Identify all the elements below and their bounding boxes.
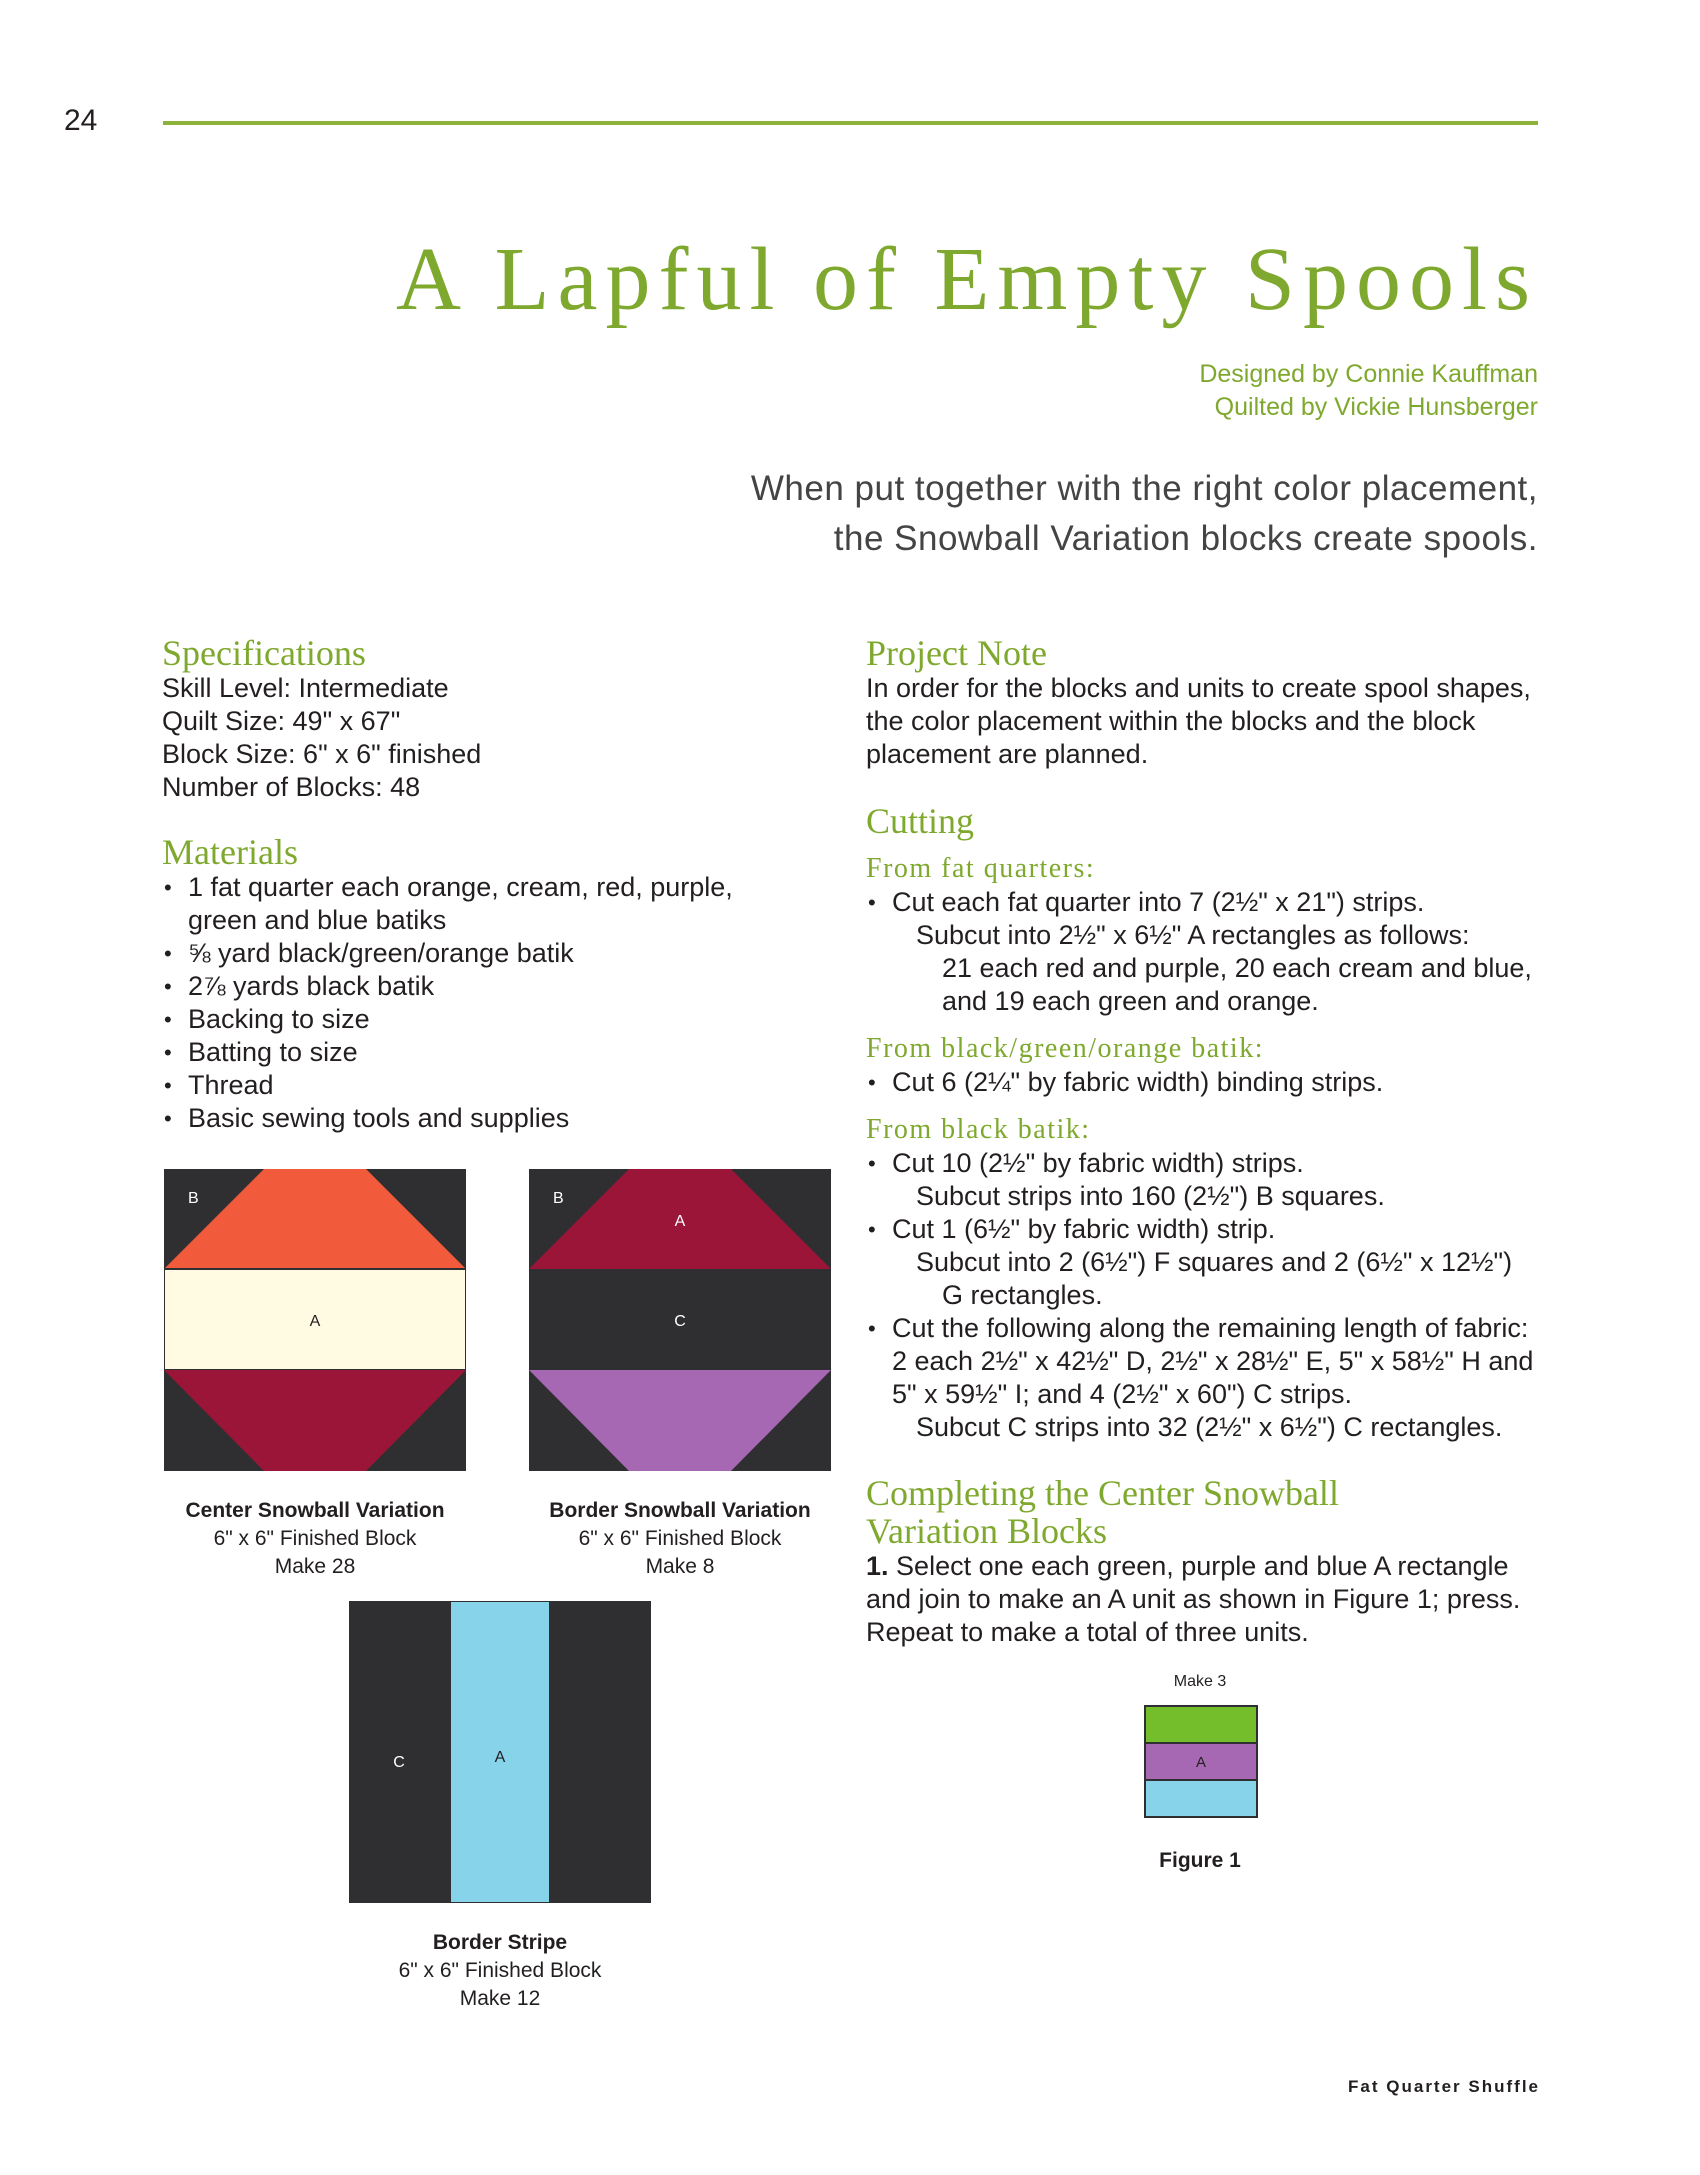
list-item: • Cut the following along the remaining length of fabric: 2 each 2½" x 42½" D, 2½" x 28½" E, 5" x 58½" H and 5" x 59½" I; and 4 (2½" x 60") C strips. (866, 1312, 1546, 1411)
binding-list (866, 1066, 1546, 1099)
border-stripe-diagram (349, 1601, 651, 1903)
specifications-heading: Specifications (162, 633, 366, 673)
piece-label: B (188, 1190, 199, 1207)
project-note-text: In order for the blocks and units to create spool shapes, the color placement within the blocks and the block placement are planned. (866, 673, 1531, 769)
spec-line: Block Size: 6" x 6" finished (162, 739, 482, 769)
block-size: 6" x 6" Finished Block (213, 1527, 417, 1550)
intro-line: the Snowball Variation blocks create spools. (833, 519, 1538, 558)
figure-1-caption: Figure 1 (1159, 1849, 1241, 1872)
list-item: • 2⅞ yards black batik (162, 970, 802, 1003)
spec-line: Quilt Size: 49" x 67" (162, 706, 401, 736)
block-name: Border Snowball Variation (549, 1499, 811, 1522)
cutting-heading: Cutting (866, 801, 975, 841)
list-item: • 1 fat quarter each orange, cream, red, purple, green and blue batiks (162, 871, 802, 937)
figure-1-make: Make 3 (1173, 1673, 1227, 1690)
specifications-section (162, 634, 802, 804)
list-item: • Cut 1 (6½" by fabric width) strip. (866, 1213, 1546, 1246)
black-batik-list (866, 1147, 1546, 1180)
block-size: 6" x 6" Finished Block (578, 1527, 782, 1550)
piece-label: A (494, 1749, 506, 1766)
quilter-credit: Quilted by Vickie Hunsberger (1214, 393, 1538, 421)
black-batik-list (866, 1213, 1546, 1246)
spec-line: Number of Blocks: 48 (162, 772, 421, 802)
footer-title: Fat Quarter Shuffle (1348, 2077, 1540, 2096)
list-item: • Backing to size (162, 1003, 802, 1036)
center-snowball-caption (134, 1497, 496, 1581)
step-number: 1. (866, 1551, 889, 1581)
project-note-heading: Project Note (866, 633, 1047, 673)
block-size: 6" x 6" Finished Block (398, 1959, 602, 1982)
list-item: • Cut each fat quarter into 7 (2½" x 21") strips. (866, 886, 1546, 919)
materials-heading: Materials (162, 832, 298, 872)
subcut-line: Subcut C strips into 32 (2½" x 6½") C rectangles. (916, 1412, 1503, 1442)
binding-batik-heading: From black/green/orange batik: (866, 1033, 1264, 1064)
piece-label: B (553, 1190, 564, 1207)
border-stripe-caption (319, 1929, 681, 2013)
materials-section (162, 833, 802, 1135)
subcut-line: 21 each red and purple, 20 each cream and blue, and 19 each green and orange. (942, 953, 1532, 1016)
page-number: 24 (64, 104, 98, 137)
black-batik-heading: From black batik: (866, 1114, 1091, 1145)
spec-line: Skill Level: Intermediate (162, 673, 449, 703)
subcut-line: G rectangles. (942, 1280, 1103, 1310)
list-item: • Cut 6 (2¼" by fabric width) binding strips. (866, 1066, 1546, 1099)
center-snowball-diagram (164, 1169, 466, 1471)
list-item: • Cut 10 (2½" by fabric width) strips. (866, 1147, 1546, 1180)
figure-1-diagram (1144, 1705, 1258, 1818)
credits (1199, 358, 1538, 424)
piece-label: A (1195, 1754, 1207, 1771)
list-item: • Thread (162, 1069, 802, 1102)
piece-label: A (309, 1313, 321, 1330)
block-name: Center Snowball Variation (185, 1499, 445, 1522)
page-title: A Lapful of Empty Spools (396, 230, 1538, 329)
black-batik-list (866, 1312, 1546, 1411)
fat-quarters-list (866, 886, 1546, 919)
piece-label: C (674, 1313, 686, 1330)
green-a-rectangle (1145, 1706, 1257, 1743)
border-snowball-diagram (529, 1169, 831, 1471)
fat-quarters-heading: From fat quarters: (866, 853, 1096, 884)
block-make: Make 12 (459, 1987, 541, 2010)
header-rule (163, 121, 1538, 125)
step-1 (866, 1550, 1546, 1649)
right-column (866, 634, 1546, 1649)
subcut-line: Subcut strips into 160 (2½") B squares. (916, 1181, 1385, 1211)
block-name: Border Stripe (432, 1931, 568, 1954)
piece-label: C (393, 1754, 405, 1771)
border-snowball-caption (499, 1497, 861, 1581)
list-item: • ⅝ yard black/green/orange batik (162, 937, 802, 970)
list-item: • Batting to size (162, 1036, 802, 1069)
piece-label: A (674, 1213, 686, 1230)
step-text: Select one each green, purple and blue A rectangle and join to make an A unit as shown in Figure 1; press. Repeat to make a total of three units. (866, 1551, 1521, 1647)
materials-list (162, 871, 802, 1135)
block-make: Make 28 (274, 1555, 356, 1578)
intro-line: When put together with the right color placement, (750, 469, 1538, 508)
intro-text (751, 464, 1538, 564)
blue-a-rectangle (1145, 1780, 1257, 1817)
subcut-line: Subcut into 2 (6½") F squares and 2 (6½" x 12½") (916, 1247, 1513, 1277)
list-item: • Basic sewing tools and supplies (162, 1102, 802, 1135)
completing-heading: Completing the Center Snowball Variation Blocks (866, 1473, 1339, 1551)
designer-credit: Designed by Connie Kauffman (1199, 360, 1538, 388)
subcut-line: Subcut into 2½" x 6½" A rectangles as follows: (916, 920, 1470, 950)
block-make: Make 8 (645, 1555, 715, 1578)
